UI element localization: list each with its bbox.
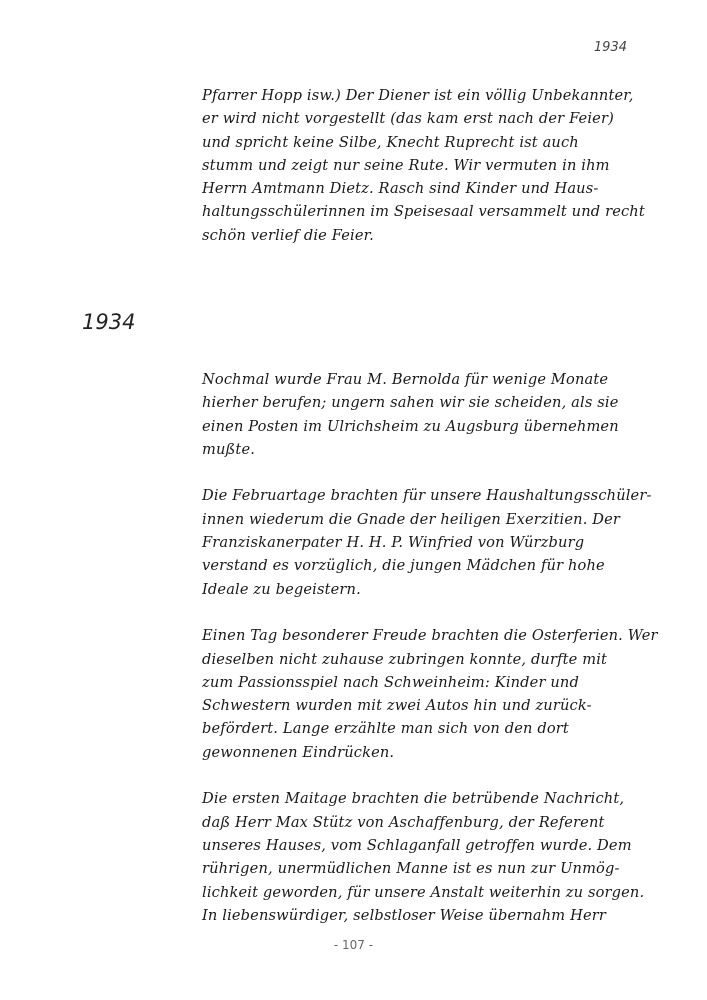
text-line: Ideale zu begeistern.: [202, 580, 361, 598]
text-line: einen Posten im Ulrichsheim zu Augsburg übernehmen: [202, 417, 619, 435]
text-line: er wird nicht vorgestellt (das kam erst nach der Feier): [202, 110, 614, 128]
text-line: In liebenswürdiger, selbstloser Weise übernahm Herr: [202, 906, 607, 924]
text-line: haltungsschülerinnen im Speisesaal versammelt und recht: [202, 203, 645, 221]
paragraph: [202, 624, 658, 764]
paragraph: [202, 368, 632, 461]
paragraph-spacer: [202, 601, 632, 624]
text-line: unseres Hauses, vom Schlaganfall getroffen wurde. Dem: [202, 836, 632, 854]
page-header-year: 1934: [593, 40, 627, 55]
text-line: innen wiederum die Gnade der heiligen Exerzitien. Der: [202, 510, 621, 528]
text-line: befördert. Lange erzählte man sich von den dort: [202, 720, 569, 738]
text-line: Pfarrer Hopp isw.) Der Diener ist ein völlig Unbekannter,: [202, 87, 634, 104]
text-line: hierher berufen; ungern sahen wir sie scheiden, als sie: [202, 394, 619, 412]
text-line: verstand es vorzüglich, die jungen Mädchen für hohe: [202, 557, 605, 575]
text-line: zum Passionsspiel nach Schweinheim: Kinder und: [202, 673, 579, 691]
text-line: dieselben nicht zuhause zubringen konnte, durfte mit: [202, 650, 608, 668]
text-line: Die Februartage brachten für unsere Haushaltungsschüler-: [202, 487, 652, 505]
section-year-heading: 1934: [82, 310, 136, 334]
chronicle-body: [202, 368, 658, 927]
text-line: schön verlief die Feier.: [202, 226, 374, 244]
text-line: Franziskanerpater H. H. P. Winfried von Würzburg: [202, 534, 585, 552]
paragraph-spacer: [202, 461, 632, 484]
text-line: daß Herr Max Stütz von Aschaffenburg, der Referent: [202, 813, 605, 831]
text-line: Nochmal wurde Frau M. Bernolda für wenige Monate: [202, 371, 609, 388]
page-number: - 107 -: [333, 938, 374, 952]
paragraph: [202, 484, 652, 600]
text-line: Schwestern wurden mit zwei Autos hin und zurück-: [202, 697, 592, 715]
text-line: Herrn Amtmann Dietz. Rasch sind Kinder und Haus-: [202, 180, 599, 198]
paragraph-spacer: [202, 764, 632, 787]
text-line: stumm und zeigt nur seine Rute. Wir vermuten in ihm: [202, 156, 610, 174]
continued-paragraph: [202, 84, 645, 247]
text-line: mußte.: [202, 440, 256, 458]
text-line: Einen Tag besonderer Freude brachten die Osterferien. Wer: [202, 627, 658, 645]
paragraph: [202, 787, 645, 927]
text-line: Die ersten Maitage brachten die betrübende Nachricht,: [202, 790, 625, 808]
text-line: gewonnenen Eindrücken.: [202, 743, 395, 761]
text-line: rührigen, unermüdlichen Manne ist es nun zur Unmög-: [202, 860, 620, 878]
text-line: und spricht keine Silbe, Knecht Ruprecht ist auch: [202, 133, 579, 151]
text-line: lichkeit geworden, für unsere Anstalt weiterhin zu sorgen.: [202, 883, 645, 901]
